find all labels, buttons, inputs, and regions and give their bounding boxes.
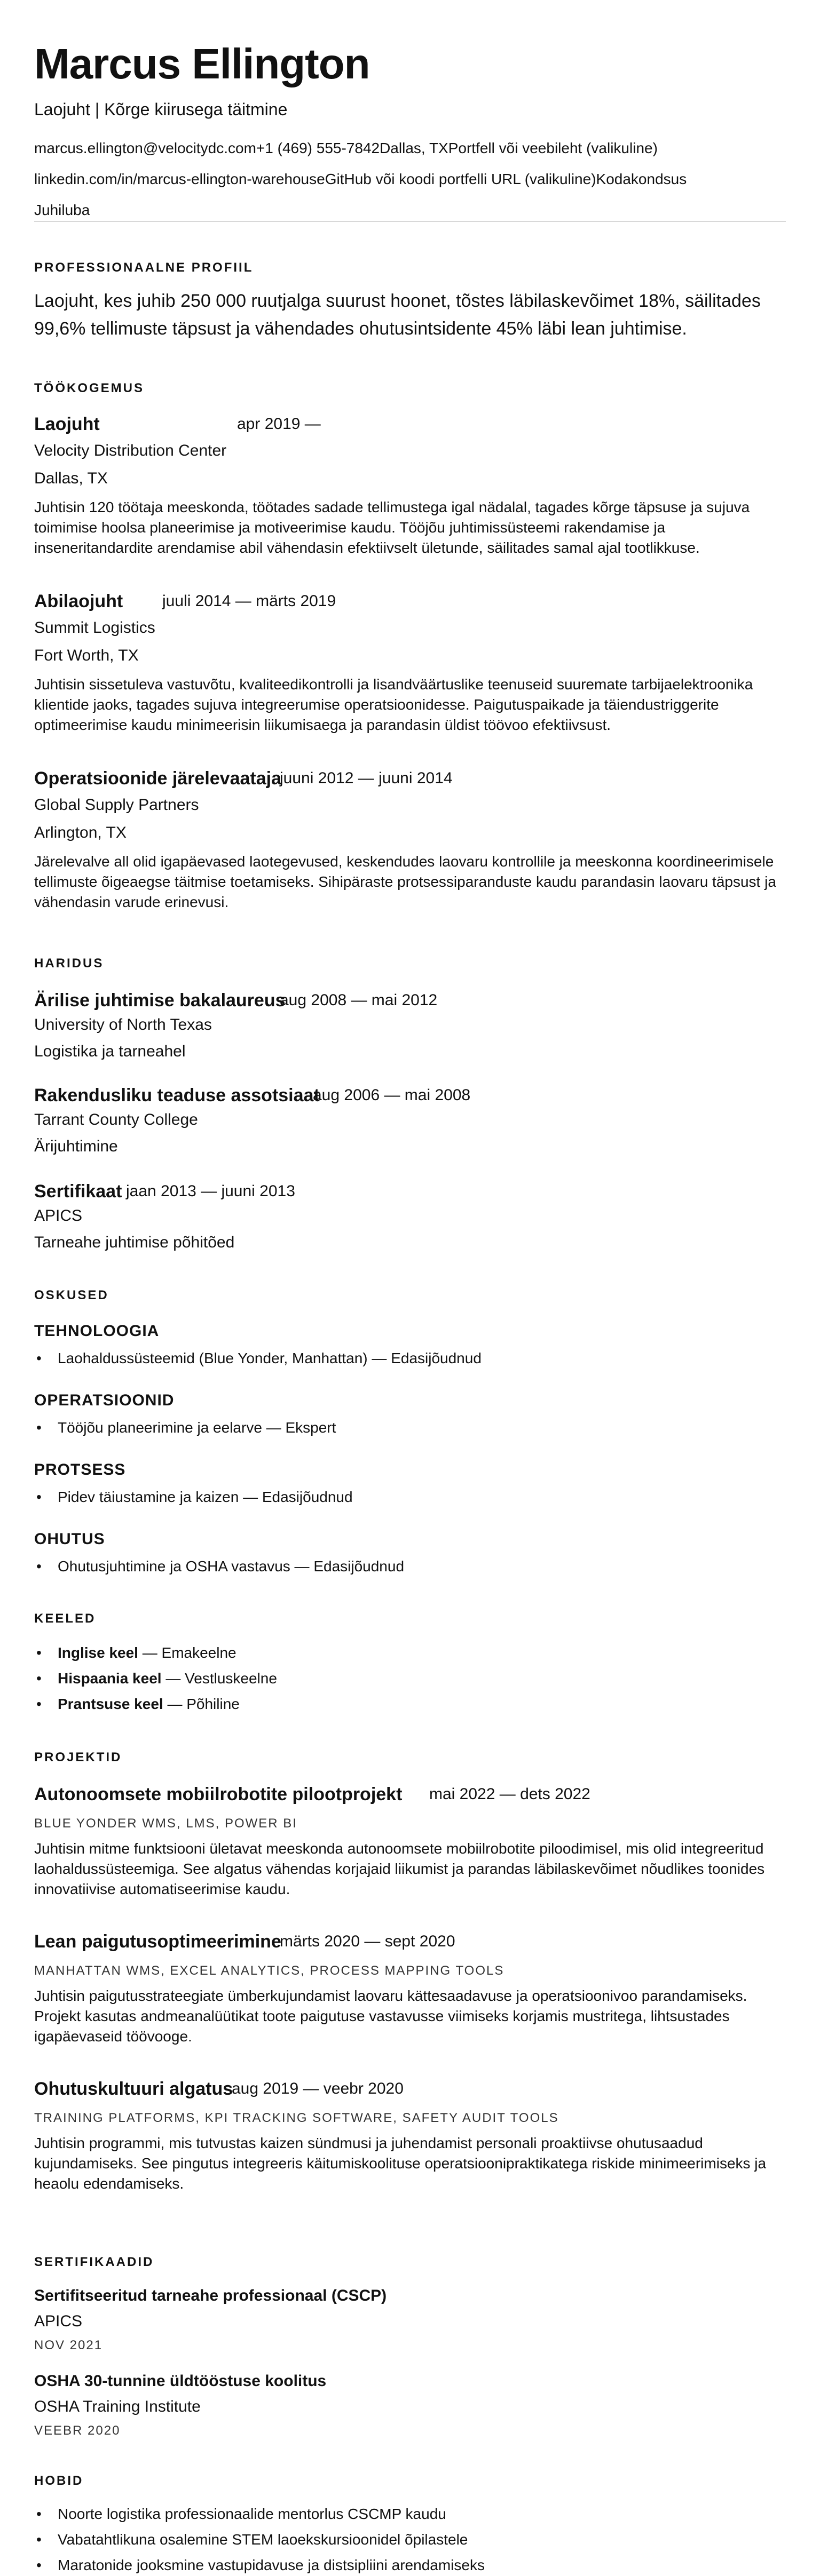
job-company: Velocity Distribution Center — [34, 442, 227, 459]
projects-heading: PROJEKTID — [34, 1750, 122, 1764]
project-title: Ohutuskultuuri algatus — [34, 2079, 233, 2099]
language-level: — Vestluskeelne — [161, 1670, 277, 1687]
hobbies-section — [34, 2474, 786, 2488]
experience-heading: TÖÖKOGEMUS — [34, 381, 145, 395]
hobby-text: Noorte logistika professionaalide mentorlus CSCMP kaudu — [58, 2506, 446, 2522]
skill-text: Tööjõu planeerimine ja eelarve — Ekspert — [58, 1419, 336, 1436]
degree-date: jaan 2013 — juuni 2013 — [126, 1182, 295, 1200]
candidate-tagline: Laojuht | Kõrge kiirusega täitmine — [34, 100, 288, 119]
school-name: University of North Texas — [34, 1016, 212, 1033]
school-name: Tarrant County College — [34, 1111, 198, 1128]
certification-date: NOV 2021 — [34, 2338, 103, 2352]
project-title: Autonoomsete mobiilrobotite pilootprojekt — [34, 1784, 403, 1804]
study-field: Ärijuhtimine — [34, 1138, 118, 1155]
language-name: Inglise keel — [58, 1644, 138, 1661]
job-description: Juhtisin sissetuleva vastuvõtu, kvaliteedikontrolli ja lisandväärtuslike teenuseid suuremate tarbijaelektroonika klientide jaoks, tagades sujuva integreerumise operatsioonidesse. Paigutuspaikade ja täiendustriggerite optimeerimise kaudu minimeerisin liikumisaega ja parandasin üldist töövoo efektiivsust. — [34, 676, 753, 733]
study-field: Tarneahe juhtimise põhitõed — [34, 1234, 235, 1251]
job-date: juuli 2014 — märts 2019 — [162, 592, 336, 610]
skill-group-heading: OPERATSIOONID — [34, 1392, 175, 1409]
projects-section — [34, 1750, 786, 1765]
project-tools: MANHATTAN WMS, EXCEL ANALYTICS, PROCESS MAPPING TOOLS — [34, 1963, 504, 1978]
skill-text: Pidev täiustamine ja kaizen — Edasijõudnud — [58, 1489, 353, 1505]
certification-date: VEEBR 2020 — [34, 2423, 121, 2438]
school-name: APICS — [34, 1207, 83, 1225]
job-description: Järelevalve all olid igapäevased laotegevused, keskendudes laovaru kontrollile ja meeskonna koordineerimisele tellimuste õigeaegse täitmise toetamiseks. Sihipäraste protsessiparanduste kaudu parandasin laovaru täpsust ja vähendasin varude erinevusi. — [34, 853, 776, 910]
certifications-heading: SERTIFIKAADID — [34, 2255, 154, 2269]
hobby-item — [34, 2506, 446, 2523]
hobbies-heading: HOBID — [34, 2474, 84, 2488]
experience-section — [34, 381, 786, 396]
job-title: Operatsioonide järelevaataja — [34, 768, 281, 789]
bullet-icon: • — [36, 1558, 42, 1575]
job-date: apr 2019 — — [237, 415, 321, 433]
contact-line-3: Juhiluba — [34, 202, 90, 218]
hobby-item — [34, 2557, 485, 2574]
skill-group-heading: OHUTUS — [34, 1530, 105, 1548]
contact-line-1: marcus.ellington@velocitydc.com+1 (469) 555-7842Dallas, TXPortfell või veebileht (valikuline) — [34, 140, 658, 156]
language-item — [34, 1696, 240, 1713]
hobby-text: Vabatahtlikuna osalemine STEM laoekskursioonidel õpilastele — [58, 2531, 468, 2548]
job-location: Arlington, TX — [34, 824, 127, 841]
language-name: Hispaania keel — [58, 1670, 162, 1687]
certification-org: APICS — [34, 2312, 83, 2330]
bullet-icon: • — [36, 2506, 42, 2522]
skill-text: Ohutusjuhtimine ja OSHA vastavus — Edasijõudnud — [58, 1558, 405, 1575]
project-description: Juhtisin paigutusstrateegiate ümberkujundamist laovaru kättesaadavuse ja operatsioonivoo parandamiseks. Projekt kasutas andmeanalüütikat toote paigutuse vastavusse viimiseks korjamis mustritega, lihtsustades igapäevaseid töövooge. — [34, 1987, 747, 2045]
language-name: Prantsuse keel — [58, 1696, 163, 1712]
education-section — [34, 956, 786, 971]
contact-line-2: linkedin.com/in/marcus-ellington-warehouseGitHub või koodi portfelli URL (valikuline)Kodakondsus — [34, 171, 687, 187]
certification-name: Sertifitseeritud tarneahe professionaal (CSCP) — [34, 2287, 387, 2304]
project-tools: TRAINING PLATFORMS, KPI TRACKING SOFTWARE, SAFETY AUDIT TOOLS — [34, 2111, 559, 2125]
project-date: märts 2020 — sept 2020 — [280, 1933, 455, 1950]
bullet-icon: • — [36, 1670, 42, 1687]
degree-date: aug 2006 — mai 2008 — [313, 1086, 471, 1104]
bullet-icon: • — [36, 2531, 42, 2548]
language-item — [34, 1644, 236, 1661]
job-description: Juhtisin 120 töötaja meeskonda, töötades sadade tellimustega igal nädalal, tagades kõrge täpsuse ja sujuva toimimise hoolsa planeerimise ja motiveerimise kaudu. Tööjõu juhtimissüsteemi rakendamise ja inseneritandardite arendamise abil vähendasin efektiivselt ületunde, säilitades samal ajal tootlikkuse. — [34, 499, 750, 556]
job-location: Dallas, TX — [34, 470, 108, 487]
certification-org: OSHA Training Institute — [34, 2398, 201, 2415]
languages-heading: KEELED — [34, 1611, 96, 1626]
project-title: Lean paigutusoptimeerimine — [34, 1931, 281, 1952]
skill-group-heading: TEHNOLOOGIA — [34, 1322, 160, 1340]
degree-title: Rakendusliku teaduse assotsiaat — [34, 1085, 320, 1106]
project-description: Juhtisin programmi, mis tutvustas kaizen sündmusi ja juhendamist personali proaktiivse ohutusaadud kujundamiseks. See pingutus integreeris käitumiskoolituse operatsioonipraktikatega riskide minimeerimiseks ja heaolu edendamiseks. — [34, 2135, 767, 2192]
education-heading: HARIDUS — [34, 956, 104, 971]
job-date: juuni 2012 — juuni 2014 — [280, 769, 453, 787]
job-company: Global Supply Partners — [34, 796, 199, 814]
candidate-name: Marcus Ellington — [34, 40, 370, 88]
hobby-item — [34, 2531, 468, 2548]
bullet-icon: • — [36, 1419, 42, 1436]
project-description: Juhtisin mitme funktsiooni ületavat meeskonda autonoomsete mobiilrobotite piloodimisel, mis olid integreeritud laohaldussüsteemiga. See algatus vähendas korjajaid liikumist ja parandas läbilaskevõimet nõudlikes toonides innovatiivise automatiseerimise kaudu. — [34, 1840, 765, 1897]
bullet-icon: • — [36, 1644, 42, 1661]
certifications-section — [34, 2255, 786, 2270]
project-date: mai 2022 — dets 2022 — [429, 1785, 590, 1803]
job-title: Abilaojuht — [34, 591, 123, 611]
project-date: aug 2019 — veebr 2020 — [232, 2080, 404, 2097]
languages-section — [34, 1611, 786, 1626]
skill-item — [34, 1419, 336, 1436]
degree-title: Ärilise juhtimise bakalaureus — [34, 990, 286, 1011]
skills-section — [34, 1288, 786, 1303]
bullet-icon: • — [36, 1696, 42, 1712]
skill-group-heading: PROTSESS — [34, 1461, 126, 1478]
degree-title: Sertifikaat — [34, 1181, 122, 1202]
summary-heading: PROFESSIONAALNE PROFIIL — [34, 260, 254, 275]
bullet-icon: • — [36, 2557, 42, 2573]
skills-heading: OSKUSED — [34, 1288, 109, 1302]
bullet-icon: • — [36, 1489, 42, 1505]
bullet-icon: • — [36, 1350, 42, 1366]
degree-date: aug 2008 — mai 2012 — [280, 991, 438, 1009]
header-divider — [34, 221, 786, 222]
job-company: Summit Logistics — [34, 619, 155, 637]
project-tools: BLUE YONDER WMS, LMS, POWER BI — [34, 1816, 297, 1831]
summary-section — [34, 260, 786, 275]
certification-name: OSHA 30-tunnine üldtööstuse koolitus — [34, 2372, 327, 2390]
job-location: Fort Worth, TX — [34, 647, 139, 664]
job-title: Laojuht — [34, 414, 100, 434]
summary-text: Laojuht, kes juhib 250 000 ruutjalga suurust hoonet, tõstes läbilaskevõimet 18%, säilitades 99,6% tellimuste täpsust ja vähendades ohutusintsidente 45% läbi lean juhtimise. — [34, 291, 761, 339]
study-field: Logistika ja tarneahel — [34, 1043, 186, 1060]
skill-text: Laohaldussüsteemid (Blue Yonder, Manhattan) — Edasijõudnud — [58, 1350, 482, 1366]
language-level: — Põhiline — [163, 1696, 240, 1712]
hobby-text: Maratonide jooksmine vastupidavuse ja distsipliini arendamiseks — [58, 2557, 485, 2573]
skill-item — [34, 1558, 404, 1575]
language-level: — Emakeelne — [138, 1644, 236, 1661]
skill-item — [34, 1489, 353, 1506]
language-item — [34, 1670, 277, 1687]
skill-item — [34, 1350, 482, 1367]
